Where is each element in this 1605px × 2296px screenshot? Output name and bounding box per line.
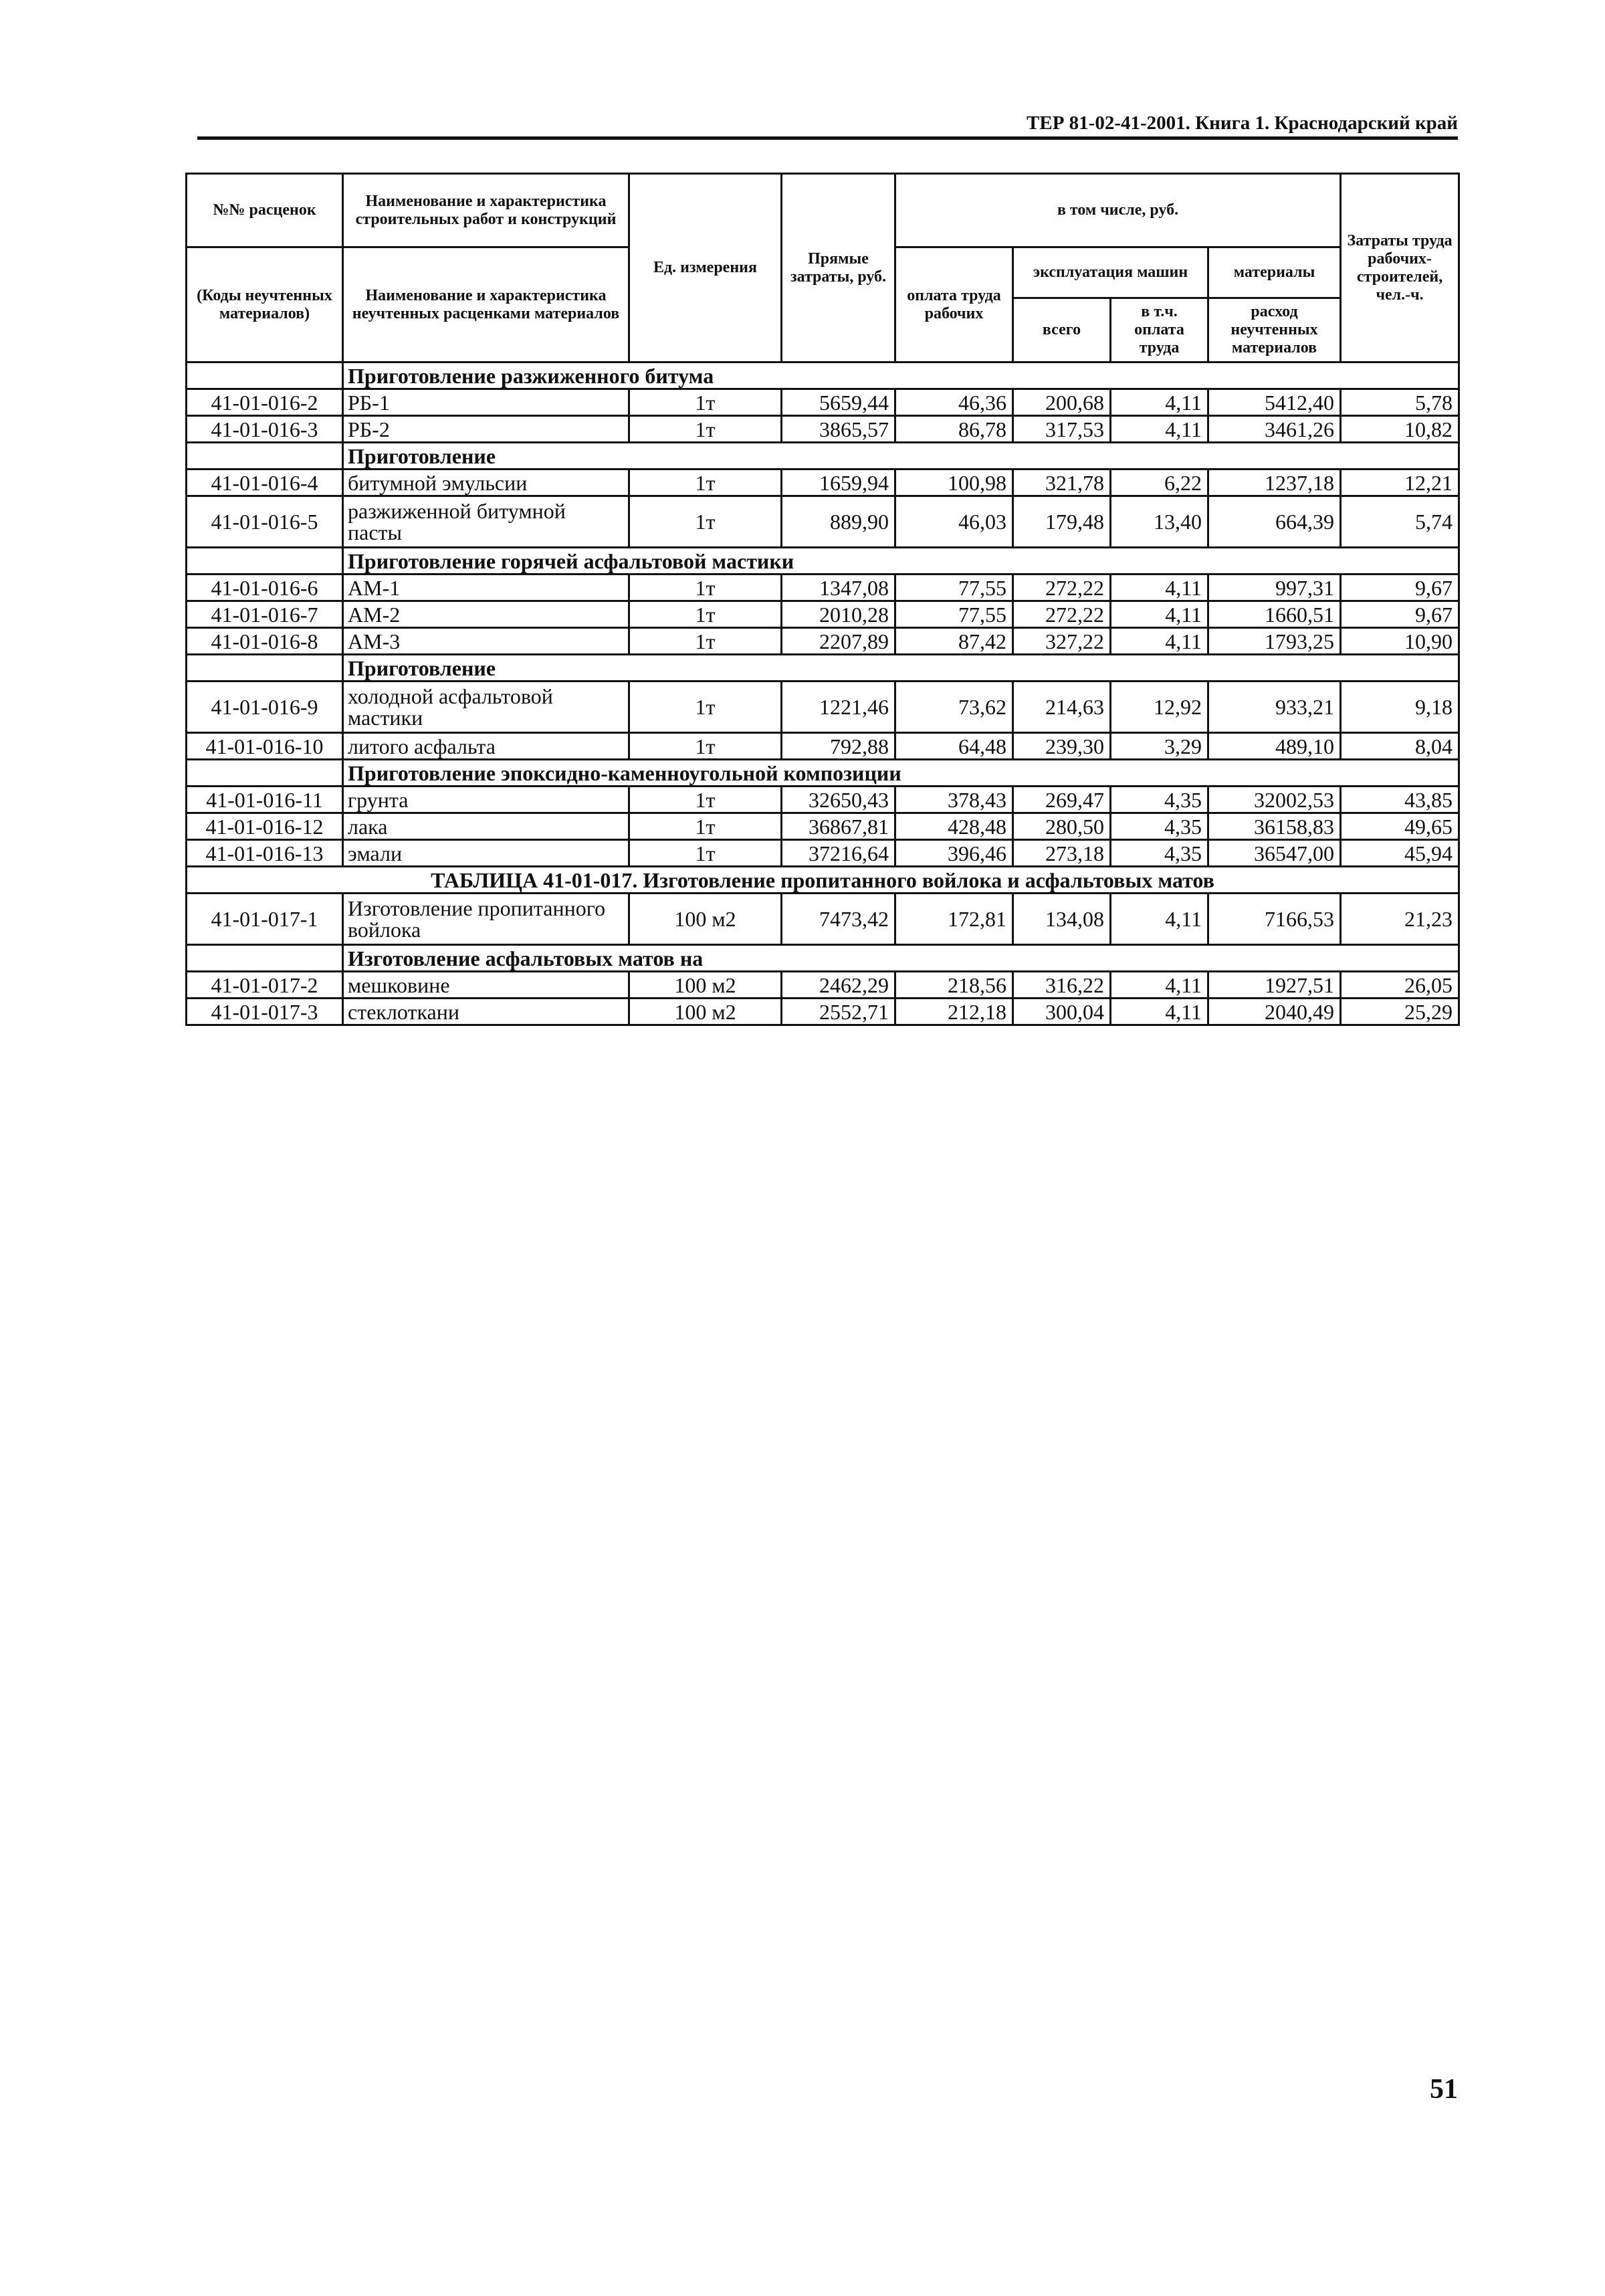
work-name: разжиженной битумной пасты bbox=[343, 496, 629, 548]
unit-cell: 1т bbox=[629, 575, 782, 601]
materials-cell: 3461,26 bbox=[1208, 416, 1341, 443]
direct-cost: 2207,89 bbox=[782, 628, 895, 655]
col-head-machines: эксплуатация машин bbox=[1013, 247, 1208, 298]
direct-cost: 36867,81 bbox=[782, 813, 895, 840]
work-name: РБ-2 bbox=[343, 416, 629, 443]
materials-cell: 489,10 bbox=[1208, 733, 1341, 760]
rate-code: 41-01-016-5 bbox=[187, 496, 343, 548]
unit-cell: 1т bbox=[629, 416, 782, 443]
wages-cell: 87,42 bbox=[895, 628, 1013, 655]
machines-total: 239,30 bbox=[1013, 733, 1111, 760]
labor-cell: 10,90 bbox=[1341, 628, 1459, 655]
labor-cell: 26,05 bbox=[1341, 972, 1459, 999]
rate-code: 41-01-016-10 bbox=[187, 733, 343, 760]
labor-cell: 12,21 bbox=[1341, 469, 1459, 496]
table-row bbox=[187, 496, 1459, 548]
machines-wages: 4,11 bbox=[1111, 575, 1208, 601]
wages-cell: 46,03 bbox=[895, 496, 1013, 548]
rate-code: 41-01-016-13 bbox=[187, 840, 343, 867]
rate-code: 41-01-016-2 bbox=[187, 389, 343, 416]
machines-wages: 4,11 bbox=[1111, 999, 1208, 1025]
col-head-code-bottom: (Коды неучтенных материалов) bbox=[187, 247, 343, 362]
materials-cell: 1660,51 bbox=[1208, 601, 1341, 628]
direct-cost: 792,88 bbox=[782, 733, 895, 760]
machines-total: 280,50 bbox=[1013, 813, 1111, 840]
section-row bbox=[187, 760, 1459, 787]
direct-cost: 1221,46 bbox=[782, 682, 895, 733]
page-number: 51 bbox=[1430, 2074, 1458, 2105]
col-head-wages: оплата труда рабочих bbox=[895, 247, 1013, 362]
rate-code: 41-01-016-3 bbox=[187, 416, 343, 443]
wages-cell: 212,18 bbox=[895, 999, 1013, 1025]
unit-cell: 1т bbox=[629, 496, 782, 548]
unit-cell: 1т bbox=[629, 601, 782, 628]
labor-cell: 49,65 bbox=[1341, 813, 1459, 840]
table-row bbox=[187, 840, 1459, 867]
wages-cell: 77,55 bbox=[895, 575, 1013, 601]
direct-cost: 32650,43 bbox=[782, 787, 895, 813]
labor-cell: 8,04 bbox=[1341, 733, 1459, 760]
work-name: Изготовление пропитанного войлока bbox=[343, 894, 629, 945]
rate-code: 41-01-016-6 bbox=[187, 575, 343, 601]
materials-cell: 7166,53 bbox=[1208, 894, 1341, 945]
wages-cell: 218,56 bbox=[895, 972, 1013, 999]
wages-cell: 86,78 bbox=[895, 416, 1013, 443]
labor-cell: 9,18 bbox=[1341, 682, 1459, 733]
machines-total: 273,18 bbox=[1013, 840, 1111, 867]
section-row bbox=[187, 443, 1459, 469]
direct-cost: 5659,44 bbox=[782, 389, 895, 416]
materials-cell: 2040,49 bbox=[1208, 999, 1341, 1025]
materials-cell: 1793,25 bbox=[1208, 628, 1341, 655]
machines-total: 272,22 bbox=[1013, 575, 1111, 601]
wages-cell: 378,43 bbox=[895, 787, 1013, 813]
wages-cell: 73,62 bbox=[895, 682, 1013, 733]
work-name: грунта bbox=[343, 787, 629, 813]
table-row bbox=[187, 416, 1459, 443]
machines-wages: 4,11 bbox=[1111, 416, 1208, 443]
wages-cell: 100,98 bbox=[895, 469, 1013, 496]
work-name: стеклоткани bbox=[343, 999, 629, 1025]
labor-cell: 21,23 bbox=[1341, 894, 1459, 945]
unit-cell: 1т bbox=[629, 787, 782, 813]
wages-cell: 428,48 bbox=[895, 813, 1013, 840]
labor-cell: 9,67 bbox=[1341, 601, 1459, 628]
wages-cell: 46,36 bbox=[895, 389, 1013, 416]
section-title: Приготовление bbox=[343, 655, 1459, 682]
col-head-materials: материалы bbox=[1208, 247, 1341, 298]
unit-cell: 1т bbox=[629, 840, 782, 867]
machines-wages: 4,11 bbox=[1111, 601, 1208, 628]
machines-wages: 4,11 bbox=[1111, 972, 1208, 999]
rate-code: 41-01-016-9 bbox=[187, 682, 343, 733]
section-title: Приготовление bbox=[343, 443, 1459, 469]
machines-total: 269,47 bbox=[1013, 787, 1111, 813]
machines-wages: 4,35 bbox=[1111, 813, 1208, 840]
wages-cell: 172,81 bbox=[895, 894, 1013, 945]
unit-cell: 1т bbox=[629, 389, 782, 416]
work-name: литого асфальта bbox=[343, 733, 629, 760]
col-head-unit: Ед. измерения bbox=[629, 174, 782, 362]
machines-wages: 4,11 bbox=[1111, 628, 1208, 655]
work-name: АМ-3 bbox=[343, 628, 629, 655]
table-row bbox=[187, 787, 1459, 813]
work-name: мешковине bbox=[343, 972, 629, 999]
machines-wages: 6,22 bbox=[1111, 469, 1208, 496]
table-row bbox=[187, 733, 1459, 760]
table-body bbox=[187, 362, 1459, 1025]
unit-cell: 1т bbox=[629, 813, 782, 840]
machines-wages: 4,11 bbox=[1111, 894, 1208, 945]
rate-code: 41-01-016-12 bbox=[187, 813, 343, 840]
labor-cell: 10,82 bbox=[1341, 416, 1459, 443]
machines-wages: 4,11 bbox=[1111, 389, 1208, 416]
machines-wages: 4,35 bbox=[1111, 840, 1208, 867]
work-name: эмали bbox=[343, 840, 629, 867]
work-name: АМ-1 bbox=[343, 575, 629, 601]
table-row bbox=[187, 894, 1459, 945]
work-name: битумной эмульсии bbox=[343, 469, 629, 496]
materials-cell: 1237,18 bbox=[1208, 469, 1341, 496]
table-row bbox=[187, 389, 1459, 416]
unit-cell: 1т bbox=[629, 682, 782, 733]
unit-cell: 100 м2 bbox=[629, 894, 782, 945]
unit-cell: 1т bbox=[629, 733, 782, 760]
table-row bbox=[187, 575, 1459, 601]
labor-cell: 9,67 bbox=[1341, 575, 1459, 601]
section-title: Приготовление разжиженного битума bbox=[343, 362, 1459, 389]
machines-total: 134,08 bbox=[1013, 894, 1111, 945]
machines-total: 214,63 bbox=[1013, 682, 1111, 733]
direct-cost: 1659,94 bbox=[782, 469, 895, 496]
materials-cell: 36547,00 bbox=[1208, 840, 1341, 867]
table-row bbox=[187, 972, 1459, 999]
machines-wages: 4,35 bbox=[1111, 787, 1208, 813]
running-header: ТЕР 81-02-41-2001. Книга 1. Краснодарский край bbox=[1027, 112, 1458, 134]
col-head-name-top: Наименование и характеристика строительных работ и конструкций bbox=[343, 174, 629, 247]
col-head-machines-total: всего bbox=[1013, 298, 1111, 362]
direct-cost: 3865,57 bbox=[782, 416, 895, 443]
col-head-direct: Прямые затраты, руб. bbox=[782, 174, 895, 362]
table-title-row bbox=[187, 867, 1459, 894]
section-row bbox=[187, 655, 1459, 682]
machines-wages: 12,92 bbox=[1111, 682, 1208, 733]
rate-code: 41-01-017-2 bbox=[187, 972, 343, 999]
section-code-cell bbox=[187, 548, 343, 575]
section-row bbox=[187, 548, 1459, 575]
section-code-cell bbox=[187, 362, 343, 389]
direct-cost: 2552,71 bbox=[782, 999, 895, 1025]
col-head-code-top: №№ расценок bbox=[187, 174, 343, 247]
machines-total: 179,48 bbox=[1013, 496, 1111, 548]
section-code-cell bbox=[187, 760, 343, 787]
col-head-machines-wages: в т.ч. оплата труда bbox=[1111, 298, 1208, 362]
header-rule bbox=[197, 136, 1458, 140]
labor-cell: 43,85 bbox=[1341, 787, 1459, 813]
section-title: Приготовление эпоксидно-каменноугольной композиции bbox=[343, 760, 1459, 787]
machines-wages: 3,29 bbox=[1111, 733, 1208, 760]
rate-code: 41-01-016-7 bbox=[187, 601, 343, 628]
materials-cell: 664,39 bbox=[1208, 496, 1341, 548]
labor-cell: 5,78 bbox=[1341, 389, 1459, 416]
labor-cell: 25,29 bbox=[1341, 999, 1459, 1025]
unit-cell: 100 м2 bbox=[629, 972, 782, 999]
machines-total: 272,22 bbox=[1013, 601, 1111, 628]
price-table bbox=[185, 173, 1460, 1026]
machines-total: 200,68 bbox=[1013, 389, 1111, 416]
machines-total: 316,22 bbox=[1013, 972, 1111, 999]
rate-code: 41-01-017-1 bbox=[187, 894, 343, 945]
materials-cell: 32002,53 bbox=[1208, 787, 1341, 813]
work-name: холодной асфальтовой мастики bbox=[343, 682, 629, 733]
direct-cost: 1347,08 bbox=[782, 575, 895, 601]
wages-cell: 77,55 bbox=[895, 601, 1013, 628]
rate-code: 41-01-016-8 bbox=[187, 628, 343, 655]
section-row bbox=[187, 362, 1459, 389]
section-code-cell bbox=[187, 443, 343, 469]
materials-cell: 1927,51 bbox=[1208, 972, 1341, 999]
work-name: лака bbox=[343, 813, 629, 840]
col-head-labor: Затраты труда рабочих-строителей, чел.-ч. bbox=[1341, 174, 1459, 362]
section-code-cell bbox=[187, 655, 343, 682]
section-code-cell bbox=[187, 945, 343, 972]
machines-total: 327,22 bbox=[1013, 628, 1111, 655]
table-row bbox=[187, 469, 1459, 496]
direct-cost: 889,90 bbox=[782, 496, 895, 548]
table-row bbox=[187, 813, 1459, 840]
table-header bbox=[187, 174, 1459, 362]
rate-code: 41-01-016-11 bbox=[187, 787, 343, 813]
table-row bbox=[187, 628, 1459, 655]
materials-cell: 933,21 bbox=[1208, 682, 1341, 733]
direct-cost: 2010,28 bbox=[782, 601, 895, 628]
col-head-incl: в том числе, руб. bbox=[895, 174, 1341, 247]
work-name: АМ-2 bbox=[343, 601, 629, 628]
unit-cell: 1т bbox=[629, 628, 782, 655]
direct-cost: 37216,64 bbox=[782, 840, 895, 867]
col-head-materials-sub: расход неучтенных материалов bbox=[1208, 298, 1341, 362]
direct-cost: 7473,42 bbox=[782, 894, 895, 945]
machines-total: 317,53 bbox=[1013, 416, 1111, 443]
labor-cell: 5,74 bbox=[1341, 496, 1459, 548]
unit-cell: 100 м2 bbox=[629, 999, 782, 1025]
table-row bbox=[187, 682, 1459, 733]
materials-cell: 36158,83 bbox=[1208, 813, 1341, 840]
unit-cell: 1т bbox=[629, 469, 782, 496]
section-title: Изготовление асфальтовых матов на bbox=[343, 945, 1459, 972]
table-title: ТАБЛИЦА 41-01-017. Изготовление пропитанного войлока и асфальтовых матов bbox=[187, 867, 1459, 894]
machines-total: 321,78 bbox=[1013, 469, 1111, 496]
materials-cell: 5412,40 bbox=[1208, 389, 1341, 416]
materials-cell: 997,31 bbox=[1208, 575, 1341, 601]
rate-code: 41-01-017-3 bbox=[187, 999, 343, 1025]
work-name: РБ-1 bbox=[343, 389, 629, 416]
wages-cell: 396,46 bbox=[895, 840, 1013, 867]
labor-cell: 45,94 bbox=[1341, 840, 1459, 867]
direct-cost: 2462,29 bbox=[782, 972, 895, 999]
col-head-name-bottom: Наименование и характеристика неучтенных расценками материалов bbox=[343, 247, 629, 362]
machines-total: 300,04 bbox=[1013, 999, 1111, 1025]
section-title: Приготовление горячей асфальтовой мастики bbox=[343, 548, 1459, 575]
machines-wages: 13,40 bbox=[1111, 496, 1208, 548]
wages-cell: 64,48 bbox=[895, 733, 1013, 760]
table-row bbox=[187, 999, 1459, 1025]
rate-code: 41-01-016-4 bbox=[187, 469, 343, 496]
section-row bbox=[187, 945, 1459, 972]
table-row bbox=[187, 601, 1459, 628]
